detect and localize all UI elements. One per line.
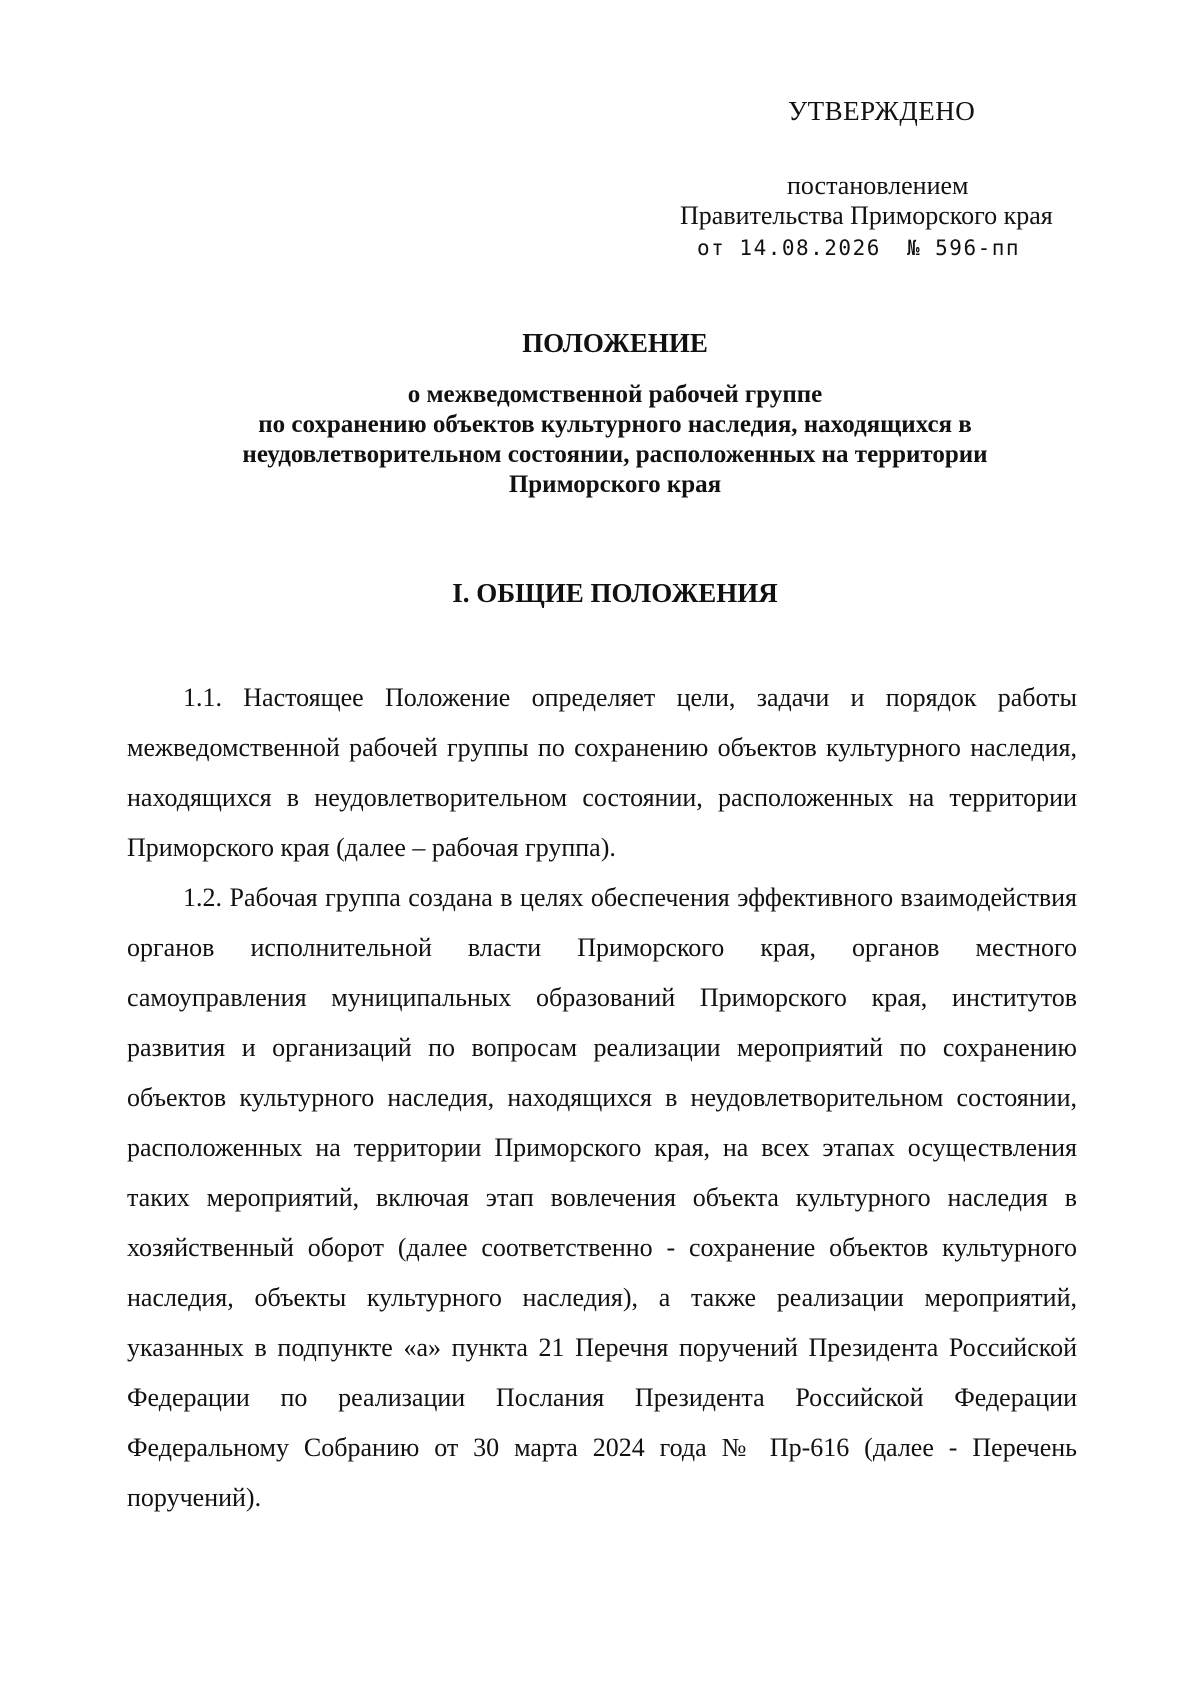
approval-block [0, 0, 1200, 280]
approval-date-number [697, 236, 1020, 260]
subtitle-line: неудовлетворительном состоянии, расположенных на территории [242, 441, 988, 468]
paragraph-1-2: 1.2. Рабочая группа создана в целях обеспечения эффективного взаимодействия органов исполнительной власти Приморского края, органов местного самоуправления муниципальных образований Приморского края, институтов развития и организаций по вопросам реализации мероприятий по сохранению объектов культурного наследия, находящихся в неудовлетворительном состоянии, расположенных на территории Приморского края, на всех этапах осуществления таких мероприятий, включая этап вовлечения объекта культурного наследия в хозяйственный оборот (далее соответственно - сохранение объектов культурного наследия, объекты культурного наследия), а также реализации мероприятий, указанных в подпункте «а» пункта 21 Перечня поручений Президента Российской Федерации по реализации Послания Президента Российской Федерации Федеральному Собранию от 30 марта 2024 года № Пр-616 (далее - Перечень поручений). [127, 883, 1077, 1512]
approval-stamp-title: УТВЕРЖДЕНО [788, 96, 976, 126]
subtitle-line: по сохранению объектов культурного наследия, находящихся в [258, 411, 972, 438]
section-heading: I. ОБЩИЕ ПОЛОЖЕНИЯ [452, 578, 778, 608]
paragraph-1-1: 1.1. Настоящее Положение определяет цели, задачи и порядок работы межведомственной рабочей группы по сохранению объектов культурного наследия, находящихся в неудовлетворительном состоянии, расположенных на территории Приморского края (далее – рабочая группа). [127, 683, 1077, 862]
approval-authority: Правительства Приморского края [680, 201, 1053, 230]
subtitle-line: Приморского края [508, 471, 722, 498]
subtitle-line: о межведомственной рабочей группе [407, 381, 823, 408]
section-body [127, 673, 1077, 1523]
document-title: ПОЛОЖЕНИЕ [522, 328, 708, 358]
approval-resolution-label: постановлением [787, 171, 969, 200]
approval-number: № 596-пп [906, 236, 1021, 260]
document-subtitle [150, 380, 1080, 500]
approval-date: от 14.08.2026 [697, 236, 881, 260]
